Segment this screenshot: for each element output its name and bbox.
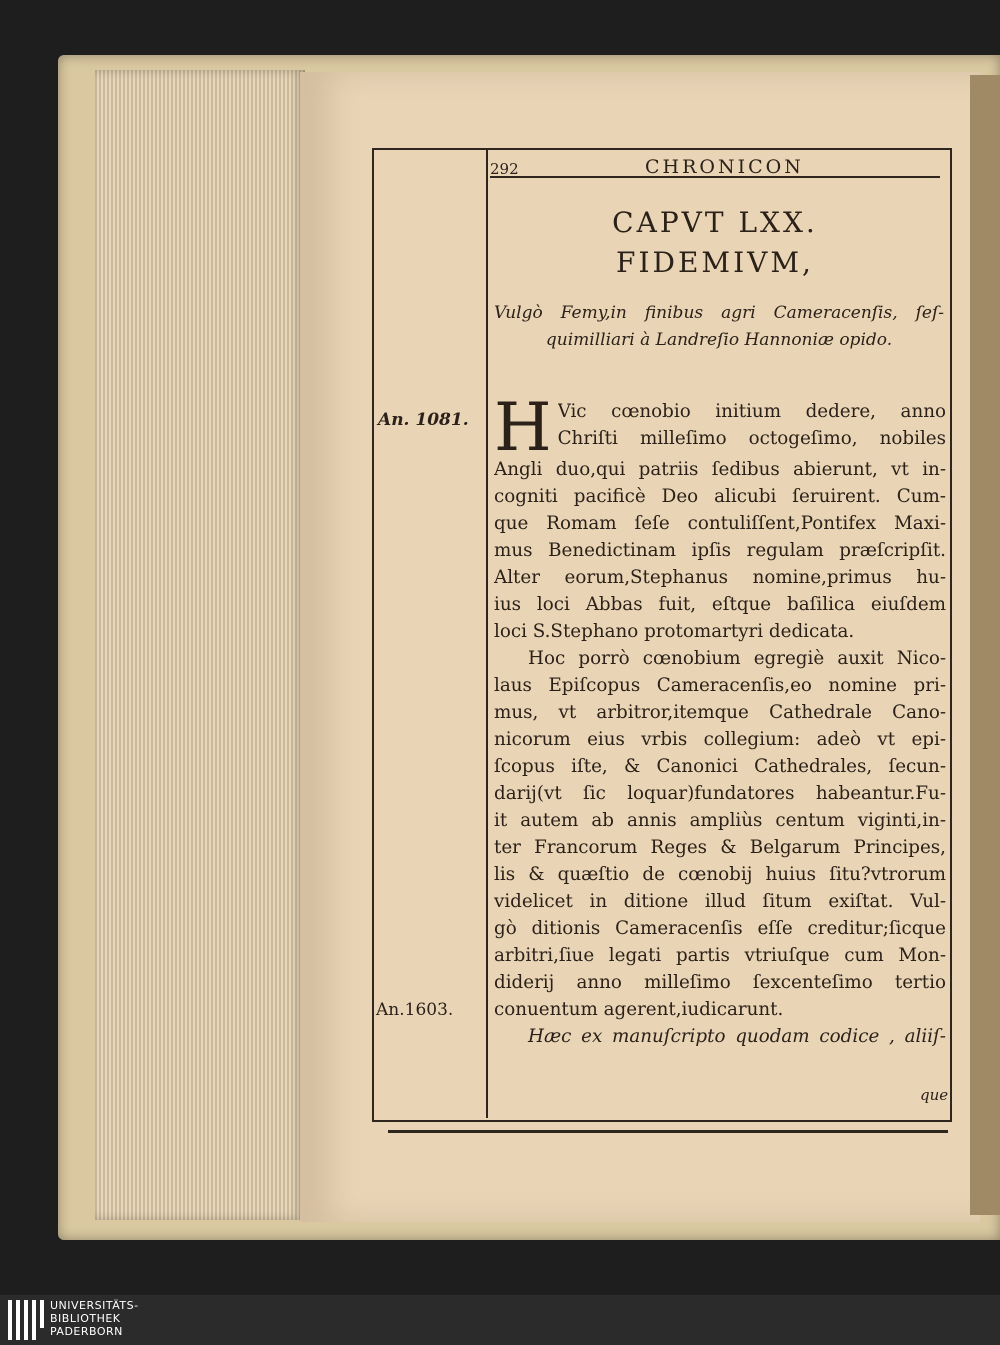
body-line: nicorum eius vrbis collegium: adeò vt epi- xyxy=(494,729,946,750)
body-line: Hæc ex manuſcripto quodam codice , aliiſ- xyxy=(528,1026,946,1047)
body-line: laus Epiſcopus Cameracenſis,eo nomine pri- xyxy=(494,675,946,696)
body-line: mus, vt arbitror,itemque Cathedrale Cano- xyxy=(494,702,946,723)
body-line: Angli duo,qui patriis ſedibus abierunt, vt in- xyxy=(494,459,946,480)
body-line: Alter eorum,Stephanus nomine,primus hu- xyxy=(494,567,946,588)
body-line: ius loci Abbas fuit, eſtque baſilica eiuſdem xyxy=(494,594,946,615)
logo-line: BIBLIOTHEK xyxy=(50,1312,121,1325)
library-logo-icon xyxy=(8,1300,44,1340)
logo-line: PADERBORN xyxy=(50,1325,123,1338)
subtitle-line: quimilliari à Landreſio Hannoniæ opido. xyxy=(545,330,893,350)
drop-cap: H xyxy=(494,389,552,466)
body-line: Vic cœnobio initium dedere, anno xyxy=(557,401,946,422)
subtitle-line: Vulgò Femy,in finibus agri Cameracenſis, ſeſ- xyxy=(494,303,944,323)
subtitle xyxy=(494,300,944,354)
body-line: cogniti pacificè Deo alicubi ſeruirent. Cum- xyxy=(494,486,946,507)
footer-bar xyxy=(0,1295,1000,1345)
catchword: que xyxy=(920,1086,949,1104)
body-line: conuentum agerent,iudicarunt. xyxy=(494,999,784,1020)
place-heading: FIDEMIVM, xyxy=(616,246,814,279)
margin-note-year: An. 1081. xyxy=(378,410,469,430)
body-line: Chriſti milleſimo octogeſimo, nobiles xyxy=(557,428,946,449)
body-line: videlicet in ditione illud ſitum exiſtat. Vul- xyxy=(494,891,946,912)
body-line: ſcopus iſte, & Canonici Cathedrales, ſecun- xyxy=(494,756,946,777)
body-line: Hoc porrò cœnobium egregiè auxit Nico- xyxy=(528,648,946,669)
body-line: darij(vt ſic loquar)fundatores habeantur.Fu- xyxy=(494,783,946,804)
body-line: que Romam ſeſe contuliſſent,Pontifex Maxi- xyxy=(494,513,946,534)
body-line: loci S.Stephano protomartyri dedicata. xyxy=(494,621,855,642)
margin-note-year: An.1603. xyxy=(376,1000,454,1020)
running-head: CHRONICON xyxy=(645,156,804,178)
body-line: ter Francorum Reges & Belgarum Principes, xyxy=(494,837,946,858)
body-text xyxy=(494,389,946,1050)
body-line: gò ditionis Cameracenſis eſſe creditur;ſicque xyxy=(494,918,946,939)
body-line: arbitri,ſiue legati partis vtriuſque cum Mon- xyxy=(494,945,946,966)
page-gutter xyxy=(970,75,1000,1215)
body-line: lis & quæſtio de cœnobij huius ſitu?vtrorum xyxy=(494,864,946,885)
page-number: 292 xyxy=(490,160,519,178)
library-logo-text xyxy=(50,1299,139,1338)
body-line: diderij anno milleſimo ſexcenteſimo tertio xyxy=(494,972,946,993)
logo-line: UNIVERSITÄTS- xyxy=(50,1299,139,1312)
bottom-rule xyxy=(388,1130,948,1133)
chapter-heading: CAPVT LXX. xyxy=(612,206,818,239)
body-line: it autem ab annis ampliùs centum viginti,in- xyxy=(494,810,946,831)
page-edges xyxy=(95,70,305,1220)
body-line: mus Benedictinam ipſis regulam præſcripſit. xyxy=(494,540,946,561)
margin-rule xyxy=(486,150,488,1118)
